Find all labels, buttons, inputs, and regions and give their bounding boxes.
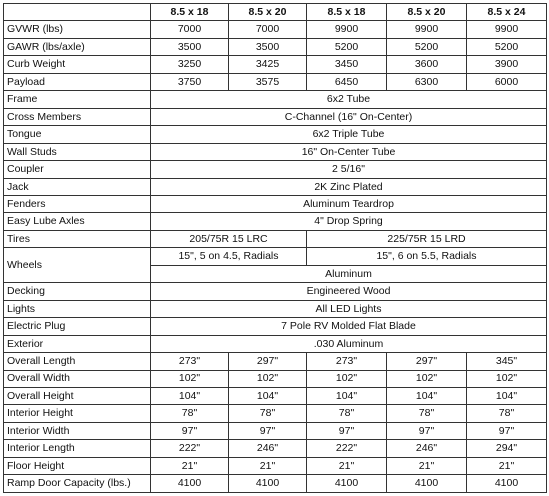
value-cell: 205/75R 15 LRC: [151, 230, 307, 247]
value-cell: 4100: [229, 475, 307, 493]
row-label: Tongue: [4, 126, 151, 143]
value-cell: 78": [151, 405, 229, 422]
value-cell: 7000: [151, 21, 229, 38]
row-label: Easy Lube Axles: [4, 213, 151, 230]
value-cell: 3500: [151, 38, 229, 55]
value-cell: 104": [467, 387, 547, 404]
value-cell: 78": [387, 405, 467, 422]
value-cell: 3900: [467, 56, 547, 73]
value-cell: 3425: [229, 56, 307, 73]
value-cell: 4" Drop Spring: [151, 213, 547, 230]
row-label: Frame: [4, 91, 151, 108]
value-cell: 2K Zinc Plated: [151, 178, 547, 195]
value-cell: 21": [467, 457, 547, 474]
value-cell: 104": [151, 387, 229, 404]
value-cell: Engineered Wood: [151, 283, 547, 300]
value-cell: 7 Pole RV Molded Flat Blade: [151, 318, 547, 335]
table-row: [4, 73, 547, 90]
value-cell: 222": [307, 440, 387, 457]
value-cell: 246": [229, 440, 307, 457]
value-cell: 7000: [229, 21, 307, 38]
table-row: [4, 457, 547, 474]
value-cell: 273": [307, 353, 387, 370]
row-label: Decking: [4, 283, 151, 300]
value-cell: 3500: [229, 38, 307, 55]
row-label: Cross Members: [4, 108, 151, 125]
model-header: 8.5 x 20: [229, 4, 307, 21]
value-cell: 5200: [307, 38, 387, 55]
value-cell: 102": [387, 370, 467, 387]
value-cell: 102": [229, 370, 307, 387]
table-row: [4, 21, 547, 38]
value-cell: Aluminum Teardrop: [151, 195, 547, 212]
row-label: Wheels: [4, 248, 151, 283]
row-label: Wall Studs: [4, 143, 151, 160]
corner-cell: [4, 4, 151, 21]
value-cell: 97": [229, 422, 307, 439]
row-label: Coupler: [4, 161, 151, 178]
table-row: [4, 248, 547, 265]
value-cell: 102": [151, 370, 229, 387]
table-row: [4, 91, 547, 108]
value-cell: 6300: [387, 73, 467, 90]
value-cell: 297": [387, 353, 467, 370]
value-cell: 297": [229, 353, 307, 370]
model-header: 8.5 x 18: [307, 4, 387, 21]
row-label: GVWR (lbs): [4, 21, 151, 38]
value-cell: 102": [467, 370, 547, 387]
table-row: [4, 370, 547, 387]
value-cell: 97": [307, 422, 387, 439]
value-cell: Aluminum: [151, 265, 547, 282]
value-cell: 104": [387, 387, 467, 404]
value-cell: 78": [307, 405, 387, 422]
row-label: Exterior: [4, 335, 151, 352]
row-label: Jack: [4, 178, 151, 195]
row-label: Interior Length: [4, 440, 151, 457]
spec-table: [3, 3, 547, 493]
row-label: GAWR (lbs/axle): [4, 38, 151, 55]
table-row: [4, 213, 547, 230]
value-cell: 225/75R 15 LRD: [307, 230, 547, 247]
value-cell: 6000: [467, 73, 547, 90]
row-label: Electric Plug: [4, 318, 151, 335]
table-row: [4, 300, 547, 317]
value-cell: 97": [151, 422, 229, 439]
value-cell: 6x2 Triple Tube: [151, 126, 547, 143]
table-row: [4, 143, 547, 160]
value-cell: 21": [151, 457, 229, 474]
value-cell: C-Channel (16" On-Center): [151, 108, 547, 125]
value-cell: 15", 6 on 5.5, Radials: [307, 248, 547, 265]
value-cell: 97": [467, 422, 547, 439]
value-cell: 2 5/16": [151, 161, 547, 178]
value-cell: 21": [307, 457, 387, 474]
value-cell: 97": [387, 422, 467, 439]
row-label: Fenders: [4, 195, 151, 212]
row-label: Payload: [4, 73, 151, 90]
row-label: Interior Height: [4, 405, 151, 422]
row-label: Ramp Door Capacity (lbs.): [4, 475, 151, 493]
table-row: [4, 283, 547, 300]
value-cell: 3250: [151, 56, 229, 73]
value-cell: 222": [151, 440, 229, 457]
table-row: [4, 38, 547, 55]
model-header: 8.5 x 24: [467, 4, 547, 21]
value-cell: 3450: [307, 56, 387, 73]
value-cell: 78": [229, 405, 307, 422]
value-cell: 21": [387, 457, 467, 474]
value-cell: 78": [467, 405, 547, 422]
value-cell: 4100: [151, 475, 229, 493]
value-cell: 4100: [307, 475, 387, 493]
value-cell: 6x2 Tube: [151, 91, 547, 108]
value-cell: 3750: [151, 73, 229, 90]
value-cell: 16" On-Center Tube: [151, 143, 547, 160]
value-cell: 9900: [467, 21, 547, 38]
value-cell: All LED Lights: [151, 300, 547, 317]
value-cell: 294": [467, 440, 547, 457]
value-cell: 4100: [387, 475, 467, 493]
table-row: [4, 440, 547, 457]
table-row: [4, 318, 547, 335]
table-row: [4, 230, 547, 247]
header-row: [4, 4, 547, 21]
model-header: 8.5 x 20: [387, 4, 467, 21]
value-cell: 4100: [467, 475, 547, 493]
value-cell: .030 Aluminum: [151, 335, 547, 352]
table-row: [4, 405, 547, 422]
value-cell: 246": [387, 440, 467, 457]
table-row: [4, 56, 547, 73]
row-label: Curb Weight: [4, 56, 151, 73]
table-row: [4, 195, 547, 212]
table-row: [4, 178, 547, 195]
value-cell: 9900: [387, 21, 467, 38]
value-cell: 21": [229, 457, 307, 474]
table-row: [4, 353, 547, 370]
table-row: [4, 475, 547, 493]
value-cell: 5200: [387, 38, 467, 55]
row-label: Overall Width: [4, 370, 151, 387]
row-label: Overall Length: [4, 353, 151, 370]
row-label: Interior Width: [4, 422, 151, 439]
value-cell: 15", 5 on 4.5, Radials: [151, 248, 307, 265]
value-cell: 273": [151, 353, 229, 370]
row-label: Floor Height: [4, 457, 151, 474]
value-cell: 3600: [387, 56, 467, 73]
value-cell: 5200: [467, 38, 547, 55]
value-cell: 9900: [307, 21, 387, 38]
table-row: [4, 108, 547, 125]
value-cell: 3575: [229, 73, 307, 90]
table-row: [4, 335, 547, 352]
value-cell: 102": [307, 370, 387, 387]
value-cell: 104": [307, 387, 387, 404]
value-cell: 104": [229, 387, 307, 404]
table-row: [4, 126, 547, 143]
model-header: 8.5 x 18: [151, 4, 229, 21]
table-row: [4, 161, 547, 178]
value-cell: 6450: [307, 73, 387, 90]
value-cell: 345": [467, 353, 547, 370]
table-row: [4, 422, 547, 439]
row-label: Tires: [4, 230, 151, 247]
table-row: [4, 387, 547, 404]
row-label: Overall Height: [4, 387, 151, 404]
row-label: Lights: [4, 300, 151, 317]
